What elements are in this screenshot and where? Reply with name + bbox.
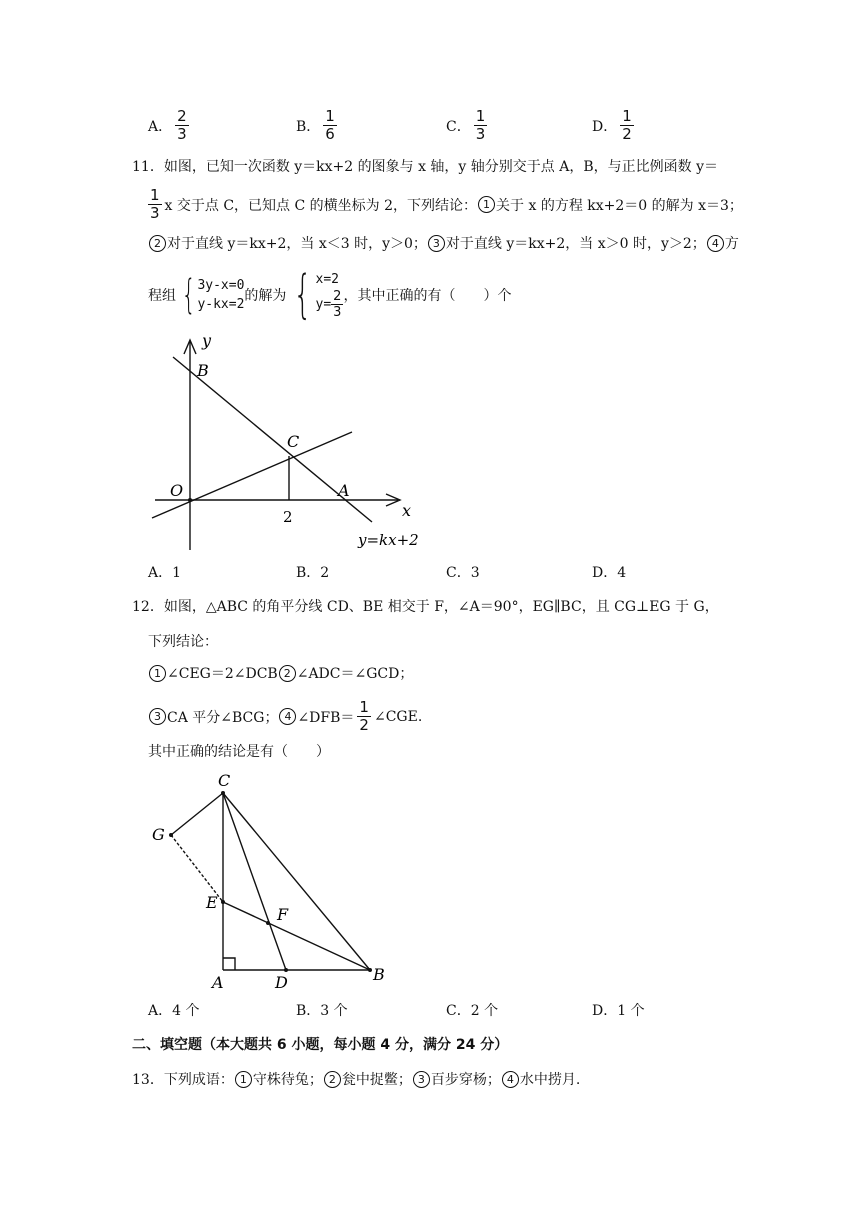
circled-number: 1 — [149, 665, 166, 682]
right-angle-mark — [223, 958, 235, 970]
q10-option-c — [446, 108, 490, 143]
point-f — [266, 921, 270, 925]
point-d — [284, 968, 288, 972]
q12-line-5: 其中正确的结论是有（ ） — [148, 744, 330, 760]
point-o — [188, 498, 192, 502]
fraction: $\frac{1}{6}$ — [325, 107, 335, 143]
equation-system: { 3y-x=0 y-kx=2 — [181, 272, 245, 318]
label-b: B — [197, 361, 209, 380]
q12-option-a: A．4 个 — [148, 1003, 200, 1019]
fraction: $\frac{2}{3}$ — [177, 107, 187, 143]
q11-line-3: 2 对于直线 y＝kx+2，当 x＜3 时，y＞0； 3 对于直线 y＝kx+2，当 x＞0 时，y＞2； 4 方 — [148, 233, 739, 253]
label-c: C — [218, 771, 231, 790]
q12-figure — [140, 770, 400, 995]
label-d: D — [275, 973, 288, 992]
point-c — [221, 791, 225, 795]
label-line: y=kx+2 — [358, 531, 419, 549]
q12-line-3: 1 ∠CEG＝2∠DCB 2 ∠ADC＝∠GCD； — [148, 663, 413, 683]
q10-option-d — [592, 108, 637, 143]
circled-number: 4 — [502, 1071, 519, 1088]
circled-number: 3 — [149, 708, 166, 725]
fraction: $\frac{1}{3}$ — [475, 107, 486, 143]
segment-cb — [223, 793, 370, 970]
label-y: y — [202, 331, 212, 350]
q11-line-2: $\frac{1}{3}$ x 交于点 C，已知点 C 的横坐标为 2，下列结论： 1 关于 x 的方程 kx+2＝0 的解为 x＝3； — [150, 186, 743, 222]
label-e: E — [206, 893, 218, 912]
circled-number: 4 — [707, 235, 724, 252]
circled-number: 2 — [324, 1071, 341, 1088]
q12-option-c: C．2 个 — [446, 1003, 499, 1019]
q13-line: 13．下列成语： 1 守株待兔； 2 瓮中捉鳖； 3 百步穿杨； 4 水中捞月. — [132, 1072, 581, 1088]
circled-number: 2 — [149, 235, 166, 252]
q11-line-1: 11．如图，已知一次函数 y＝kx+2 的图象与 x 轴，y 轴分别交于点 A，B，与正比例函数 y＝ — [132, 159, 719, 175]
q12-option-d: D．1 个 — [592, 1003, 645, 1019]
option-letter: A． — [148, 118, 173, 135]
fraction: $\frac{1}{2}$ — [359, 698, 369, 734]
label-a: A — [338, 481, 350, 500]
section-heading: 二、填空题（本大题共 6 小题，每小题 4 分，满分 24 分） — [132, 1037, 509, 1053]
fraction: $\frac{1}{3}$ — [150, 186, 160, 222]
label-o: O — [170, 481, 184, 500]
segment-eb — [223, 902, 370, 970]
q12-line-2: 下列结论： — [148, 634, 218, 650]
label-b: B — [373, 965, 385, 984]
fraction: $\frac{1}{2}$ — [622, 107, 632, 143]
option-letter: D． — [592, 118, 618, 135]
q11-option-d: D．4 — [592, 565, 627, 581]
q11-figure — [140, 330, 440, 560]
point-g — [169, 833, 173, 837]
circled-number: 3 — [428, 235, 445, 252]
circled-number: 1 — [235, 1071, 252, 1088]
segment-ge — [171, 835, 223, 902]
label-f: F — [277, 905, 289, 924]
q10-option-b — [296, 108, 340, 143]
q11-option-b: B．2 — [296, 565, 330, 581]
option-letter: B． — [296, 118, 321, 135]
segment-cg — [171, 793, 223, 835]
solution-system: { x=2 y= $\frac{2}{3}$ — [293, 265, 342, 325]
circled-number: 2 — [279, 665, 296, 682]
segment-cd — [223, 793, 286, 970]
point-e — [221, 900, 225, 904]
option-letter: C． — [446, 118, 471, 135]
q12-line-4: 3 CA 平分∠BCG； 4 ∠DFB＝ $\frac{1}{2}$ ∠CGE. — [148, 699, 422, 734]
label-c: C — [287, 432, 300, 451]
label-g: G — [152, 825, 165, 844]
q11-line-4: 程组 { 3y-x=0 y-kx=2 的解为 { x=2 y= $\frac{2}{3}$ ，其中正确的有（ ）个 — [148, 265, 512, 325]
q11-option-a: A．1 — [148, 565, 182, 581]
label-a: A — [212, 973, 224, 992]
point-b — [368, 968, 372, 972]
circled-number: 1 — [478, 196, 495, 213]
q10-option-a — [148, 108, 192, 143]
circled-number: 3 — [413, 1071, 430, 1088]
line-proportional — [152, 432, 352, 518]
q12-option-b: B．3 个 — [296, 1003, 348, 1019]
label-2: 2 — [283, 508, 293, 526]
label-x: x — [402, 501, 412, 520]
circled-number: 4 — [279, 708, 296, 725]
q12-line-1: 12．如图，△ABC 的角平分线 CD、BE 相交于 F，∠A＝90°，EG∥BC，且 CG⊥EG 于 G， — [132, 599, 719, 615]
q11-option-c: C．3 — [446, 565, 480, 581]
